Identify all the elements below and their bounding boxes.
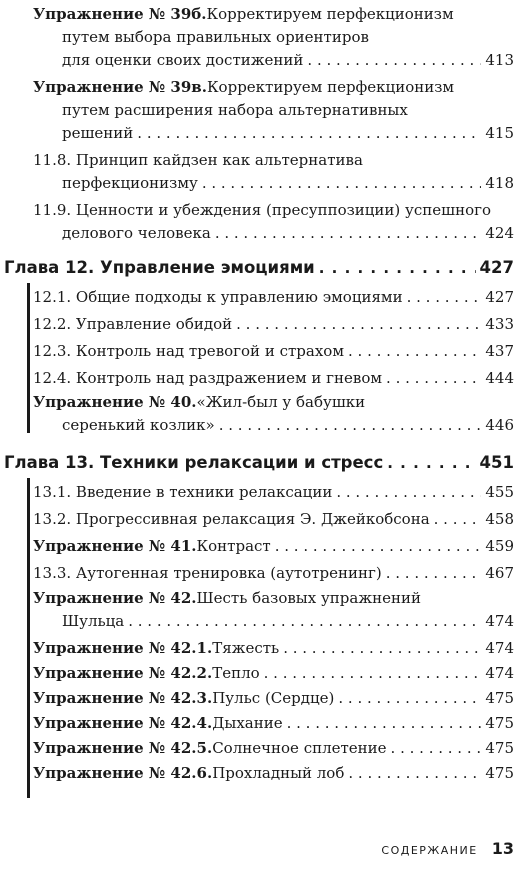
page-number: 437 — [485, 342, 514, 360]
page-number: 444 — [485, 369, 514, 387]
dot-leader — [338, 687, 481, 710]
dot-leader — [348, 762, 481, 785]
entry-title: Корректируем перфекционизм — [206, 5, 454, 23]
dot-leader — [336, 481, 481, 504]
toc-line — [62, 99, 408, 122]
exercise-number: Упражнение № 42.3. — [33, 689, 213, 707]
toc-line — [33, 762, 514, 785]
toc-line — [33, 367, 514, 390]
toc-line — [62, 610, 514, 633]
page-number: 446 — [485, 416, 514, 434]
entry-title: делового человека — [62, 224, 211, 242]
toc-line — [33, 535, 514, 558]
toc-line — [33, 662, 514, 685]
chapter-rule — [27, 478, 30, 798]
entry-title: Шесть базовых упражнений — [196, 589, 421, 607]
toc-line — [62, 222, 514, 245]
entry-title: 13.1. Введение в техники релаксации — [33, 483, 333, 501]
entry-title: 12.2. Управление обидой — [33, 315, 233, 333]
page-number: 455 — [485, 483, 514, 501]
page-footer — [381, 839, 514, 858]
section-name: СОДЕРЖАНИЕ — [381, 844, 478, 857]
page-number: 467 — [485, 564, 514, 582]
exercise-number: Упражнение № 42.5. — [33, 739, 213, 757]
entry-title: 12.3. Контроль над тревогой и страхом — [33, 342, 344, 360]
entry-title: 12.1. Общие подходы к управлению эмоциями — [33, 288, 403, 306]
toc-line — [33, 149, 363, 172]
page-number: 415 — [485, 124, 514, 142]
page-number: 475 — [485, 739, 514, 757]
exercise-number: Упражнение № 39б. — [33, 5, 207, 23]
entry-title: «Жил-был у бабушки — [196, 393, 366, 411]
page-number: 475 — [485, 714, 514, 732]
toc-line — [33, 712, 514, 735]
exercise-number: Упражнение № 42.6. — [33, 764, 213, 782]
dot-leader — [283, 637, 481, 660]
chapter-title: Глава 12. Управление эмоциями — [4, 258, 315, 277]
page-number: 459 — [485, 537, 514, 555]
entry-title: Тяжесть — [212, 639, 280, 657]
toc-line — [33, 313, 514, 336]
entry-title: Шульца — [62, 612, 125, 630]
toc-line — [33, 340, 514, 363]
chapter-rule — [27, 283, 30, 433]
dot-leader — [319, 259, 476, 277]
page-number: 458 — [485, 510, 514, 528]
toc-line — [33, 737, 514, 760]
dot-leader — [275, 535, 482, 558]
entry-title: для оценки своих достижений — [62, 51, 304, 69]
toc-line — [33, 76, 454, 99]
exercise-number: Упражнение № 39в. — [33, 78, 207, 96]
entry-title: серенький козлик» — [62, 416, 215, 434]
page-number: 474 — [485, 639, 514, 657]
toc-line — [33, 481, 514, 504]
entry-title: Пульс (Сердце) — [212, 689, 335, 707]
exercise-number: Упражнение № 42.4. — [33, 714, 213, 732]
entry-title: 11.8. Принцип кайдзен как альтернатива — [33, 151, 363, 169]
dot-leader — [348, 340, 481, 363]
toc-line — [33, 199, 491, 222]
toc-line — [62, 49, 514, 72]
page-number: 418 — [485, 174, 514, 192]
exercise-number: Упражнение № 40. — [33, 393, 197, 411]
toc-line — [33, 508, 514, 531]
entry-title: перфекционизму — [62, 174, 198, 192]
toc-line — [62, 414, 514, 437]
dot-leader — [219, 414, 482, 437]
entry-title: путем выбора правильных ориентиров — [62, 28, 369, 46]
entry-title: 11.9. Ценности и убеждения (пресуппозиции) успешного — [33, 201, 492, 219]
page-number: 475 — [485, 764, 514, 782]
page-number: 474 — [485, 664, 514, 682]
dot-leader — [287, 712, 482, 735]
toc-line — [33, 587, 421, 610]
chapter-title: Глава 13. Техники релаксации и стресс — [4, 453, 384, 472]
entry-title: Тепло — [212, 664, 260, 682]
chapter-line — [4, 258, 514, 282]
dot-leader — [407, 286, 482, 309]
dot-leader — [236, 313, 481, 336]
toc-line — [62, 122, 514, 145]
toc-line — [33, 286, 514, 309]
dot-leader — [386, 367, 481, 390]
dot-leader — [387, 454, 475, 472]
toc-line — [33, 637, 514, 660]
entry-title: 13.2. Прогрессивная релаксация Э. Джейкобсона — [33, 510, 430, 528]
entry-title: путем расширения набора альтернативных — [62, 101, 408, 119]
exercise-number: Упражнение № 42.1. — [33, 639, 213, 657]
entry-title: Контраст — [196, 537, 271, 555]
exercise-number: Упражнение № 41. — [33, 537, 197, 555]
page-number: 424 — [485, 224, 514, 242]
page-number: 413 — [485, 51, 514, 69]
dot-leader — [434, 508, 482, 531]
entry-title: Прохладный лоб — [212, 764, 345, 782]
toc-line — [33, 3, 454, 26]
page-number: 475 — [485, 689, 514, 707]
dot-leader — [264, 662, 482, 685]
dot-leader — [386, 562, 482, 585]
chapter-line — [4, 453, 514, 477]
entry-title: Солнечное сплетение — [212, 739, 387, 757]
dot-leader — [202, 172, 482, 195]
page-number: 451 — [479, 453, 514, 472]
toc-line — [33, 391, 365, 414]
toc-line — [33, 562, 514, 585]
toc-line — [33, 687, 514, 710]
page-number: 433 — [485, 315, 514, 333]
dot-leader — [137, 122, 481, 145]
dot-leader — [391, 737, 482, 760]
toc-line — [62, 172, 514, 195]
page-number: 427 — [485, 288, 514, 306]
exercise-number: Упражнение № 42.2. — [33, 664, 213, 682]
page-number: 427 — [479, 258, 514, 277]
entry-title: Дыхание — [212, 714, 283, 732]
dot-leader — [307, 49, 481, 72]
toc-line — [62, 26, 369, 49]
page-number: 474 — [485, 612, 514, 630]
exercise-number: Упражнение № 42. — [33, 589, 197, 607]
entry-title: Корректируем перфекционизм — [206, 78, 455, 96]
entry-title: решений — [62, 124, 134, 142]
page-number-footer: 13 — [491, 839, 514, 858]
dot-leader — [215, 222, 482, 245]
entry-title: 13.3. Аутогенная тренировка (аутотренинг) — [33, 564, 382, 582]
entry-title: 12.4. Контроль над раздражением и гневом — [33, 369, 383, 387]
dot-leader — [128, 610, 481, 633]
